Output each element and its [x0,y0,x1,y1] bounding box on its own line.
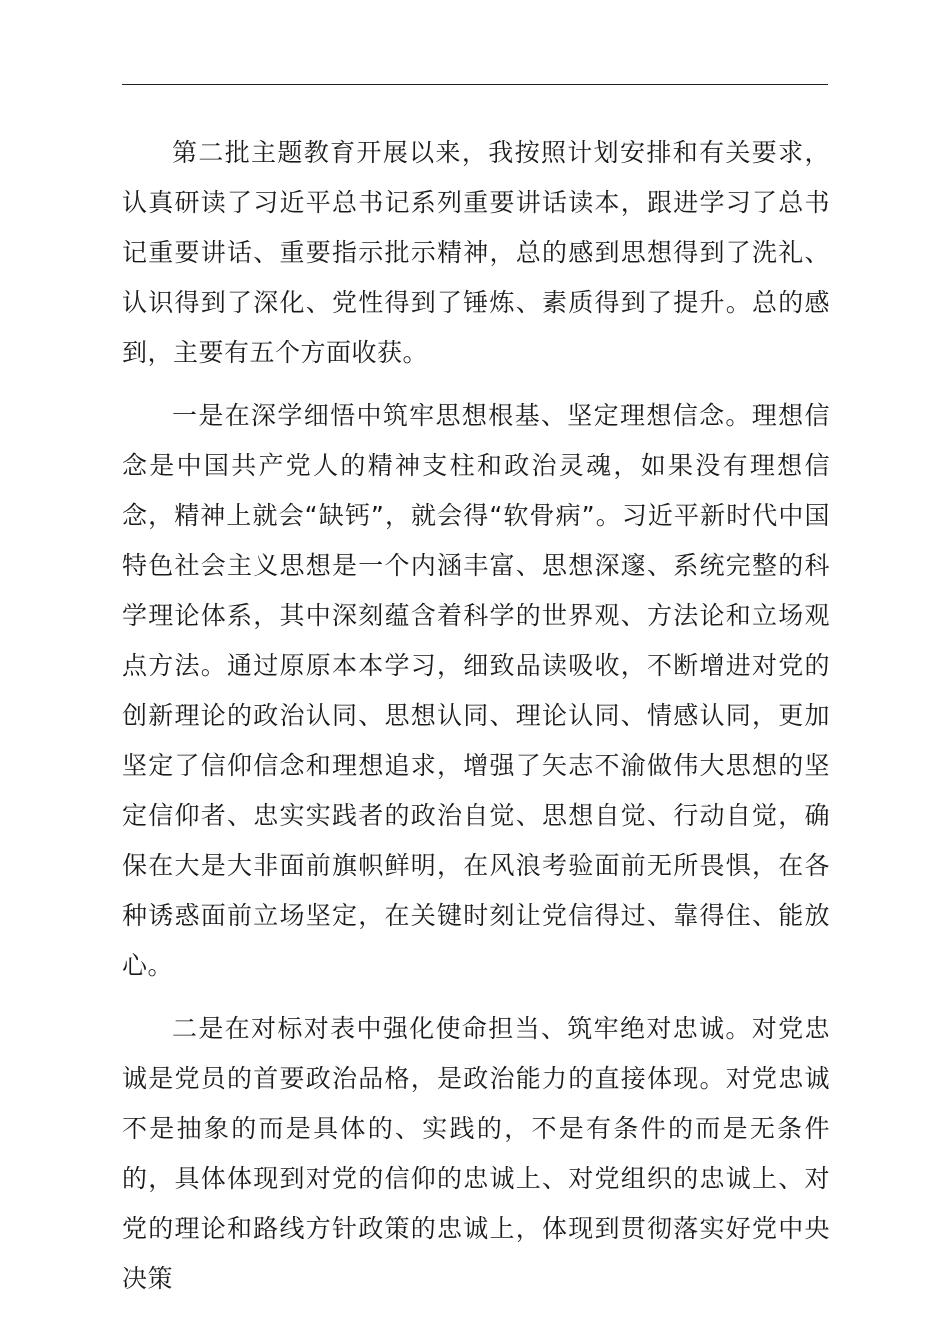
header-rule [122,84,828,85]
paragraph-intro: 第二批主题教育开展以来，我按照计划安排和有关要求，认真研读了习近平总书记系列重要讲话读本，跟进学习了总书记重要讲话、重要指示批示精神，总的感到思想得到了洗礼、认识得到了深化、党性得到了锤炼、素质得到了提升。总的感到，主要有五个方面收获。 [122,138,830,367]
paragraph-second-point: 二是在对标对表中强化使命担当、筑牢绝对忠诚。对党忠诚是党员的首要政治品格，是政治能力的直接体现。对党忠诚不是抽象的而是具体的、实践的，不是有条件的而是无条件的，具体体现到对党的信仰的忠诚上、对党组织的忠诚上、对党的理论和路线方针政策的忠诚上，体现到贯彻落实好党中央决策 [122,1014,830,1293]
paragraph-first-point: 一是在深学细悟中筑牢思想根基、坚定理想信念。理想信念是中国共产党人的精神支柱和政治灵魂，如果没有理想信念，精神上就会“缺钙”，就会得“软骨病”。习近平新时代中国特色社会主义思想是一个内涵丰富、思想深邃、系统完整的科学理论体系，其中深刻蕴含着科学的世界观、方法论和立场观点方法。通过原原本本学习，细致品读吸收，不断增进对党的创新理论的政治认同、思想认同、理论认同、情感认同，更加坚定了信仰信念和理想追求，增强了矢志不渝做伟大思想的坚定信仰者、忠实实践者的政治自觉、思想自觉、行动自觉，确保在大是大非面前旗帜鲜明，在风浪考验面前无所畏惧，在各种诱惑面前立场坚定，在关键时刻让党信得过、靠得住、能放心。 [122,401,830,980]
body-text [122,128,830,1304]
